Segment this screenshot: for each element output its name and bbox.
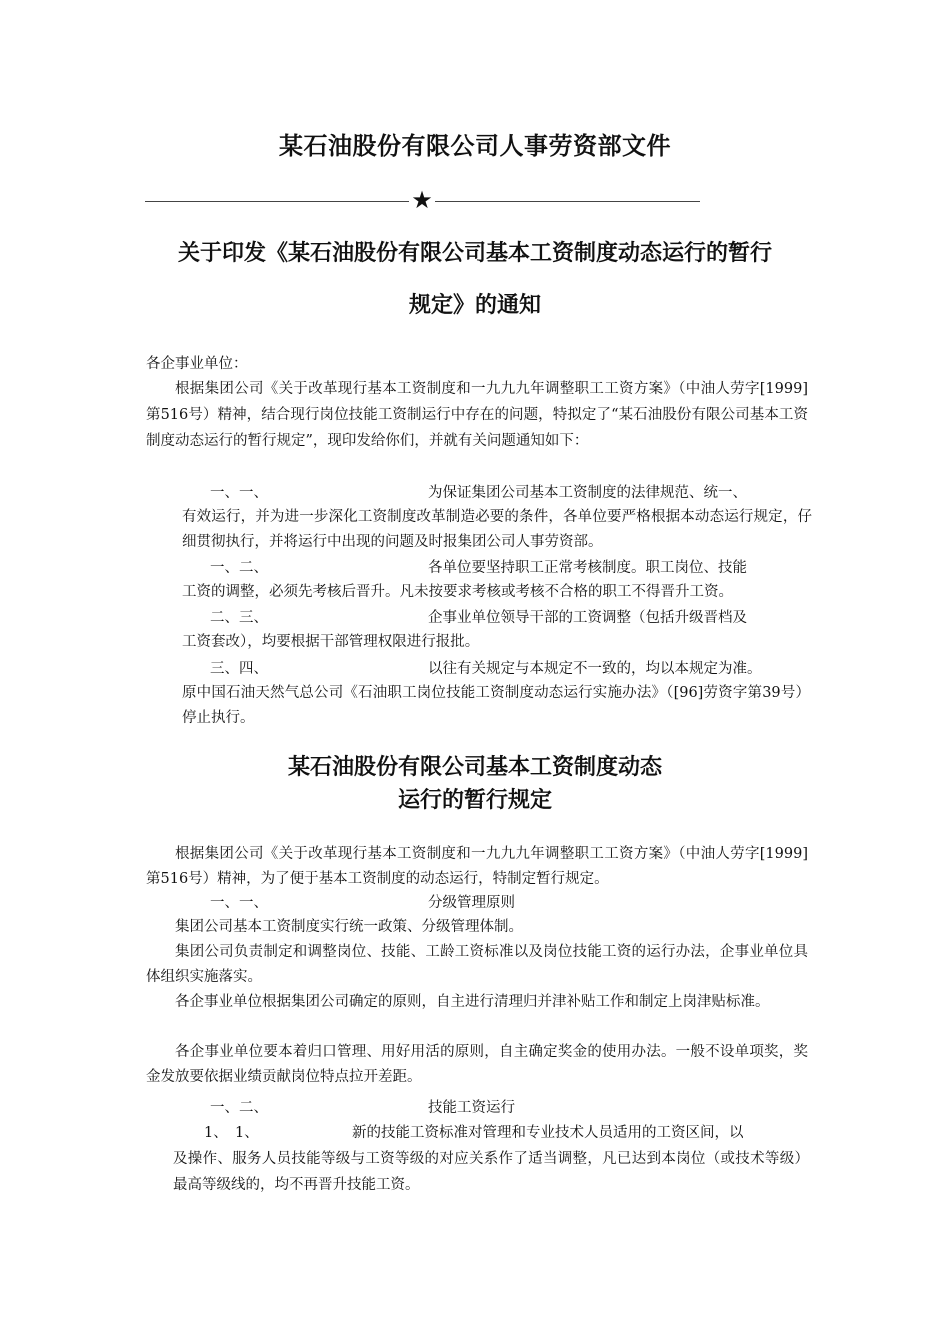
header-divider [145,186,700,214]
section-1-para-4: 各企事业单位要本着归口管理、用好用活的原则，自主确定奖金的使用办法。一般不设单项奖，奖金发放要依据业绩贡献岗位特点拉开差距。 [146,1044,808,1085]
notice-item-4-rest: 原中国石油天然气总公司《石油职工岗位技能工资制度动态运行实施办法》（[96]劳资字第39号）停止执行。 [182,685,810,726]
notice-item-1-first: 为保证集团公司基本工资制度的法律规范、统一、 [428,485,747,501]
notice-item-3-number: 二、三、 [210,610,268,626]
section-1-number: 一、一、 [210,895,268,911]
notice-item-2-first: 各单位要坚持职工正常考核制度。职工岗位、技能 [428,560,747,576]
notice-intro: 根据集团公司《关于改革现行基本工资制度和一九九九年调整职工工资方案》（中油人劳字[1999]第516号）精神，结合现行岗位技能工资制运行中存在的问题，特拟定了“某石油股份有限公司基本工资制度动态运行的暂行规定”，现印发给你们，并就有关问题通知如下： [146,381,808,449]
regulation-intro: 根据集团公司《关于改革现行基本工资制度和一九九九年调整职工工资方案》（中油人劳字[1999]第516号）精神，为了便于基本工资制度的动态运行，特制定暂行规定。 [146,846,808,887]
section-1-para-2: 集团公司负责制定和调整岗位、技能、工龄工资标准以及岗位技能工资的运行办法，企事业单位具体组织实施落实。 [146,944,808,985]
divider-line-left [145,201,409,202]
notice-item-3-first: 企事业单位领导干部的工资调整（包括升级晋档及 [428,610,747,626]
document-header-title: 某石油股份有限公司人事劳资部文件 [279,131,671,160]
section-2-title: 技能工资运行 [428,1100,515,1116]
notice-item-1-number: 一、一、 [210,485,268,501]
section-2-sub-first: 新的技能工资标准对管理和专业技术人员适用的工资区间，以 [352,1125,744,1141]
regulation-title-line1: 某石油股份有限公司基本工资制度动态 [287,754,662,780]
section-2-sub-rest: 及操作、服务人员技能等级与工资等级的对应关系作了适当调整，凡已达到本岗位（或技术等级）最高等级线的，均不再晋升技能工资。 [173,1151,809,1193]
section-1-para-1: 集团公司基本工资制度实行统一政策、分级管理体制。 [175,919,523,935]
notice-item-4-number: 三、四、 [210,661,268,677]
notice-item-2-number: 一、二、 [210,560,268,576]
notice-item-3-rest: 工资套改），均要根据干部管理权限进行报批。 [182,634,480,650]
section-2-sub-number: 1、 1、 [204,1125,259,1141]
star-icon: ★ [411,186,433,214]
section-1-title: 分级管理原则 [428,895,515,911]
section-2-number: 一、二、 [210,1100,268,1116]
notice-item-1-rest: 有效运行，并为进一步深化工资制度改革制造必要的条件，各单位要严格根据本动态运行规定，仔细贯彻执行，并将运行中出现的问题及时报集团公司人事劳资部。 [182,509,812,550]
notice-item-4-first: 以往有关规定与本规定不一致的，均以本规定为准。 [428,661,762,677]
section-1-para-3: 各企事业单位根据集团公司确定的原则，自主进行清理归并津补贴工作和制定上岗津贴标准。 [175,994,770,1010]
addressee: 各企事业单位： [146,356,248,372]
notice-title-line2: 规定》的通知 [408,292,541,318]
notice-title-line1: 关于印发《某石油股份有限公司基本工资制度动态运行的暂行 [177,240,772,266]
regulation-title-line2: 运行的暂行规定 [397,787,552,813]
divider-line-right [435,201,700,202]
notice-item-2-rest: 工资的调整，必须先考核后晋升。凡未按要求考核或考核不合格的职工不得晋升工资。 [182,584,733,600]
